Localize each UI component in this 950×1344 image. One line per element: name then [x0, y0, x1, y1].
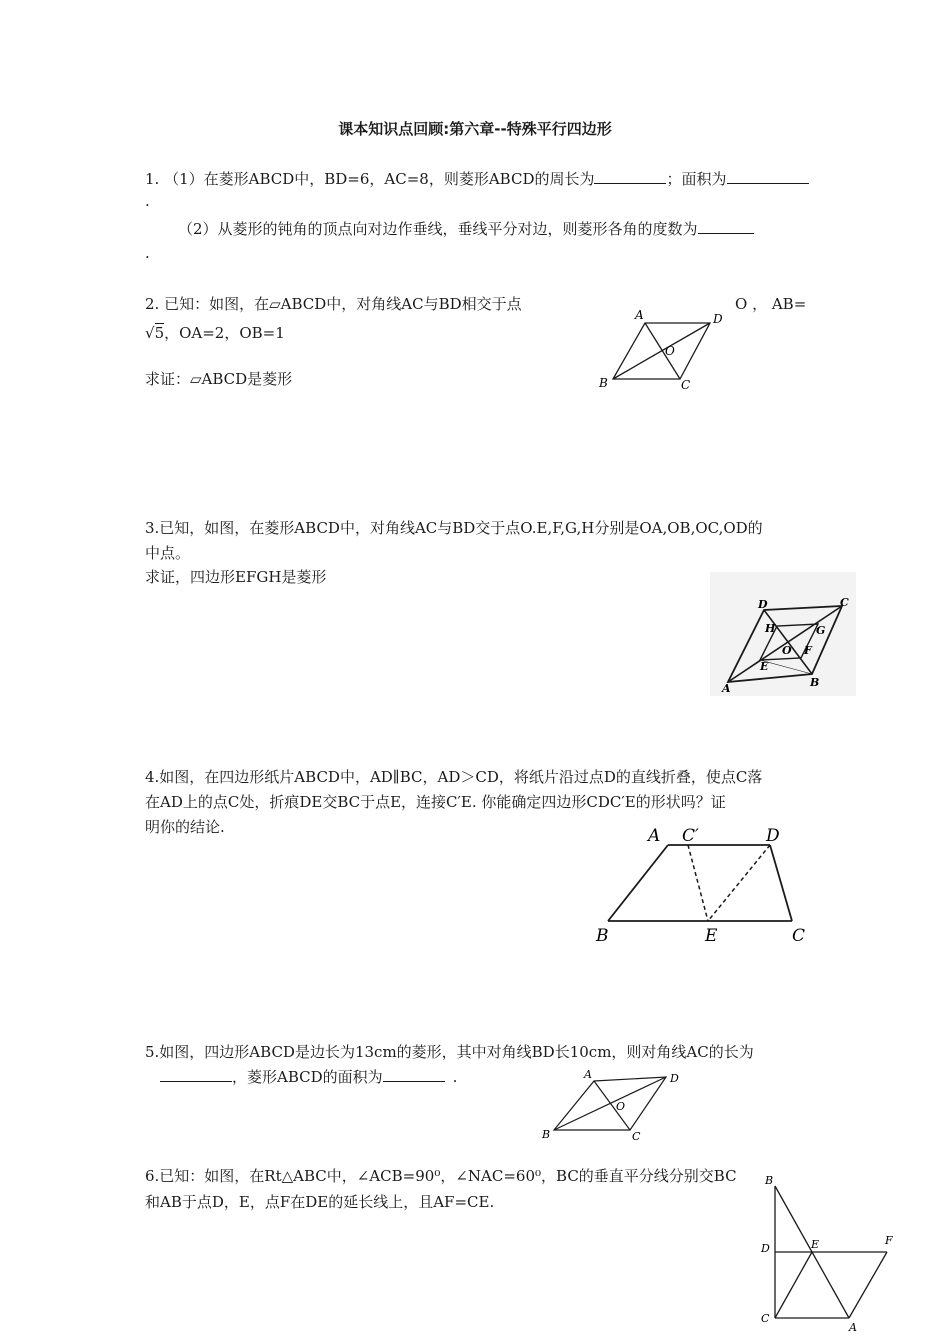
q5-figure	[538, 1068, 688, 1144]
q3-label-b: B	[810, 676, 820, 689]
question-1-part-1	[145, 168, 809, 190]
q5-label-c: C	[632, 1130, 641, 1143]
q3-label-c: C	[840, 596, 849, 609]
q3-line-2: 中点。	[145, 544, 191, 562]
q5-label-o: O	[616, 1100, 626, 1113]
q6-label-d: D	[761, 1242, 770, 1255]
q3-label-g: G	[816, 624, 826, 637]
q5-label-a: A	[584, 1068, 592, 1081]
q1-part2-text: （2）从菱形的钝角的顶点向对边作垂线，垂线平分对边，则菱形各角的度数为	[178, 220, 698, 238]
q2-label-o: O	[665, 344, 675, 358]
q1-angles-blank[interactable]	[698, 219, 754, 234]
q2-line-2	[145, 322, 285, 344]
q1-part1-text: 1. （1）在菱形ABCD中，BD=6，AC=8，则菱形ABCD的周长为	[145, 170, 595, 188]
q6-label-b: B	[765, 1174, 774, 1187]
q5-line-2	[160, 1066, 457, 1088]
q4-line-3: 明你的结论.	[145, 818, 225, 836]
q4-label-d: D	[766, 826, 780, 846]
q5-line-2-mid: ，菱形ABCD的面积为	[232, 1068, 383, 1086]
q1-perimeter-blank[interactable]	[594, 169, 666, 184]
q6-line-1: 6.已知：如图，在Rt△ABC中，∠ACB=90⁰，∠NAC=60⁰，BC的垂直平分线分别交BC	[145, 1167, 737, 1185]
q1-part1-end: .	[145, 192, 150, 210]
q2-line-2-rest: ，OA=2，OB=1	[164, 324, 285, 342]
q2-line-1: 2. 已知：如图，在▱ABCD中，对角线AC与BD相交于点	[145, 295, 522, 313]
q6-label-f: F	[885, 1234, 893, 1247]
q5-label-b: B	[542, 1128, 551, 1141]
q2-line-1-right: O ， AB=	[735, 295, 807, 313]
q3-label-a: A	[722, 682, 731, 695]
q3-label-e: E	[760, 660, 769, 673]
q1-area-blank[interactable]	[727, 169, 809, 184]
q5-line-2-end: .	[452, 1068, 458, 1086]
q2-label-d: D	[713, 312, 723, 326]
q6-figure	[757, 1172, 907, 1337]
q4-label-c: C	[792, 926, 806, 946]
q2-label-b: B	[599, 376, 608, 390]
q6-label-a: A	[849, 1321, 857, 1334]
sqrt-symbol: √5	[145, 324, 165, 342]
q6-label-c: C	[761, 1312, 770, 1325]
q3-line-1: 3.已知，如图，在菱形ABCD中，对角线AC与BD交于点O.E,F,G,H分别是OA,OB,OC,OD的	[145, 519, 763, 537]
q5-label-d: D	[670, 1072, 679, 1085]
q3-figure	[710, 572, 856, 696]
page-title: 课本知识点回顾:第六章--特殊平行四边形	[338, 120, 612, 138]
q5-ac-blank[interactable]	[160, 1067, 232, 1082]
q5-line-1: 5.如图，四边形ABCD是边长为13cm的菱形，其中对角线BD长10cm，则对角线AC的长为	[145, 1043, 754, 1061]
q4-label-e: E	[705, 926, 718, 946]
q3-label-d: D	[758, 598, 768, 611]
q3-label-f: F	[804, 644, 812, 657]
q3-label-h: H	[765, 622, 776, 635]
q4-line-2: 在AD上的点C处，折痕DE交BC于点E，连接C′E. 你能确定四边形CDC′E的形状吗？证	[145, 793, 726, 811]
q4-label-a: A	[648, 826, 661, 846]
q6-label-e: E	[811, 1238, 820, 1251]
q2-label-a: A	[635, 308, 644, 322]
q6-line-2: 和AB于点D，E，点F在DE的延长线上，且AF=CE.	[145, 1193, 495, 1211]
q1-part1-mid: ；面积为	[666, 170, 727, 188]
sqrt-radicand: 5	[154, 324, 165, 342]
q4-label-c-prime: C′	[682, 826, 699, 846]
q4-figure	[590, 823, 820, 948]
q3-label-o: O	[782, 644, 792, 657]
question-1-part-2	[178, 218, 754, 240]
q4-line-1: 4.如图，在四边形纸片ABCD中，AD∥BC，AD＞CD，将纸片沿过点D的直线折叠，使点C落	[145, 768, 763, 786]
q2-figure	[595, 305, 735, 400]
q4-label-b: B	[596, 926, 609, 946]
q2-label-c: C	[681, 378, 691, 392]
q1-part2-end: .	[145, 244, 150, 262]
q3-prove: 求证，四边形EFGH是菱形	[145, 568, 327, 586]
q5-area-blank[interactable]	[383, 1067, 445, 1082]
q2-prove: 求证：▱ABCD是菱形	[145, 370, 293, 388]
